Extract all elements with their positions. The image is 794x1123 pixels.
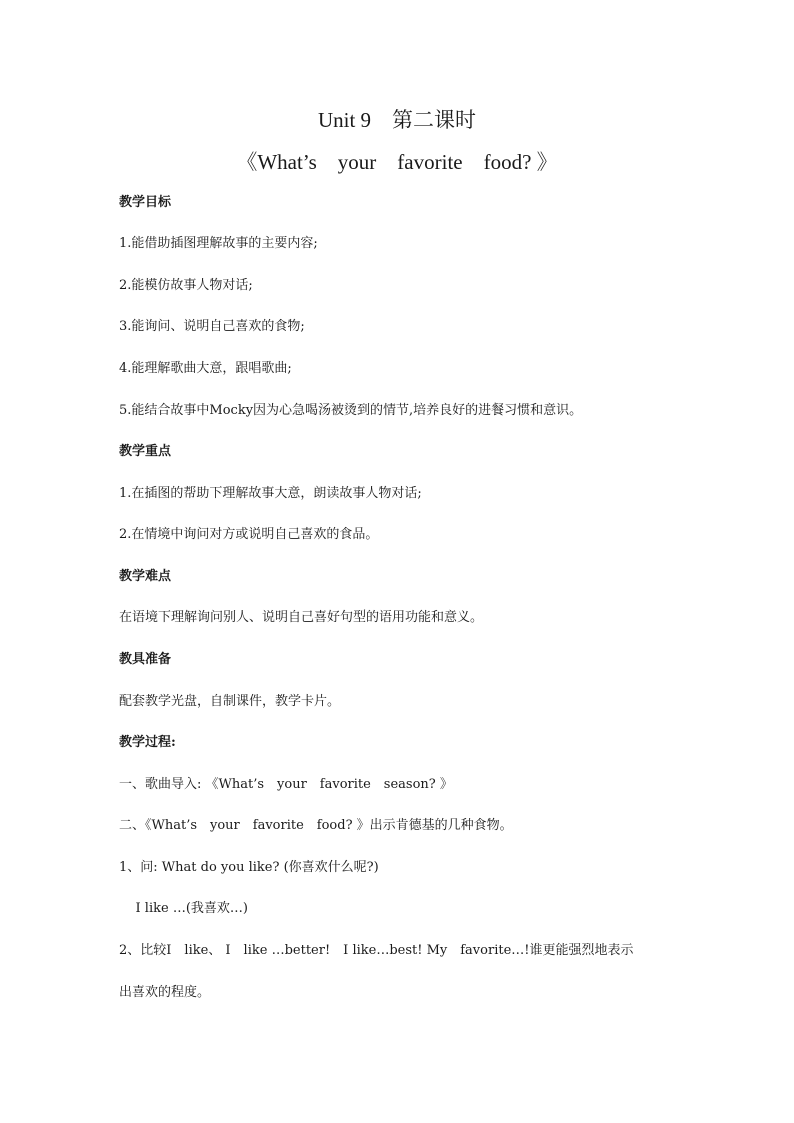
section-heading-materials: 教具准备 xyxy=(119,652,172,667)
document-subtitle: 《What’s your favorite food? 》 xyxy=(236,150,558,174)
section-heading-objectives: 教学目标 xyxy=(119,195,172,210)
key-point-item: 1.在插图的帮助下理解故事大意，朗读故事人物对话; xyxy=(119,486,422,501)
section-heading-key-points: 教学重点 xyxy=(119,444,172,459)
section-heading-process: 教学过程: xyxy=(119,735,176,750)
objective-item: 4.能理解歌曲大意，跟唱歌曲; xyxy=(119,361,292,376)
objective-item: 3.能询问、说明自己喜欢的食物; xyxy=(119,319,305,334)
process-step: 一、歌曲导入: 《What’s your favorite season? 》 xyxy=(119,777,453,792)
difficulty-item: 在语境下理解询问别人、说明自己喜好句型的语用功能和意义。 xyxy=(119,610,484,625)
document-title: Unit 9 第二课时 xyxy=(317,108,477,132)
process-step: 1、问: What do you like? (你喜欢什么呢?) xyxy=(119,860,379,875)
process-step: 二、《What’s your favorite food? 》出示肯德基的几种食物。 xyxy=(119,818,513,833)
process-step: 2、比较I like、 I like …better! I like…best! My favorite…!谁更能强烈地表示 xyxy=(119,943,634,958)
key-point-item: 2.在情境中询问对方或说明自己喜欢的食品。 xyxy=(119,527,379,542)
section-heading-difficulties: 教学难点 xyxy=(119,569,172,584)
process-step-continued: 出喜欢的程度。 xyxy=(119,985,211,1000)
materials-item: 配套教学光盘，自制课件，教学卡片。 xyxy=(119,694,341,709)
objective-item: 5.能结合故事中Mocky因为心急喝汤被烫到的情节,培养良好的进餐习惯和意识。 xyxy=(119,403,583,418)
objective-item: 1.能借助插图理解故事的主要内容; xyxy=(119,236,318,251)
process-step: I like …(我喜欢…) xyxy=(119,901,248,916)
objective-item: 2.能模仿故事人物对话; xyxy=(119,278,253,293)
